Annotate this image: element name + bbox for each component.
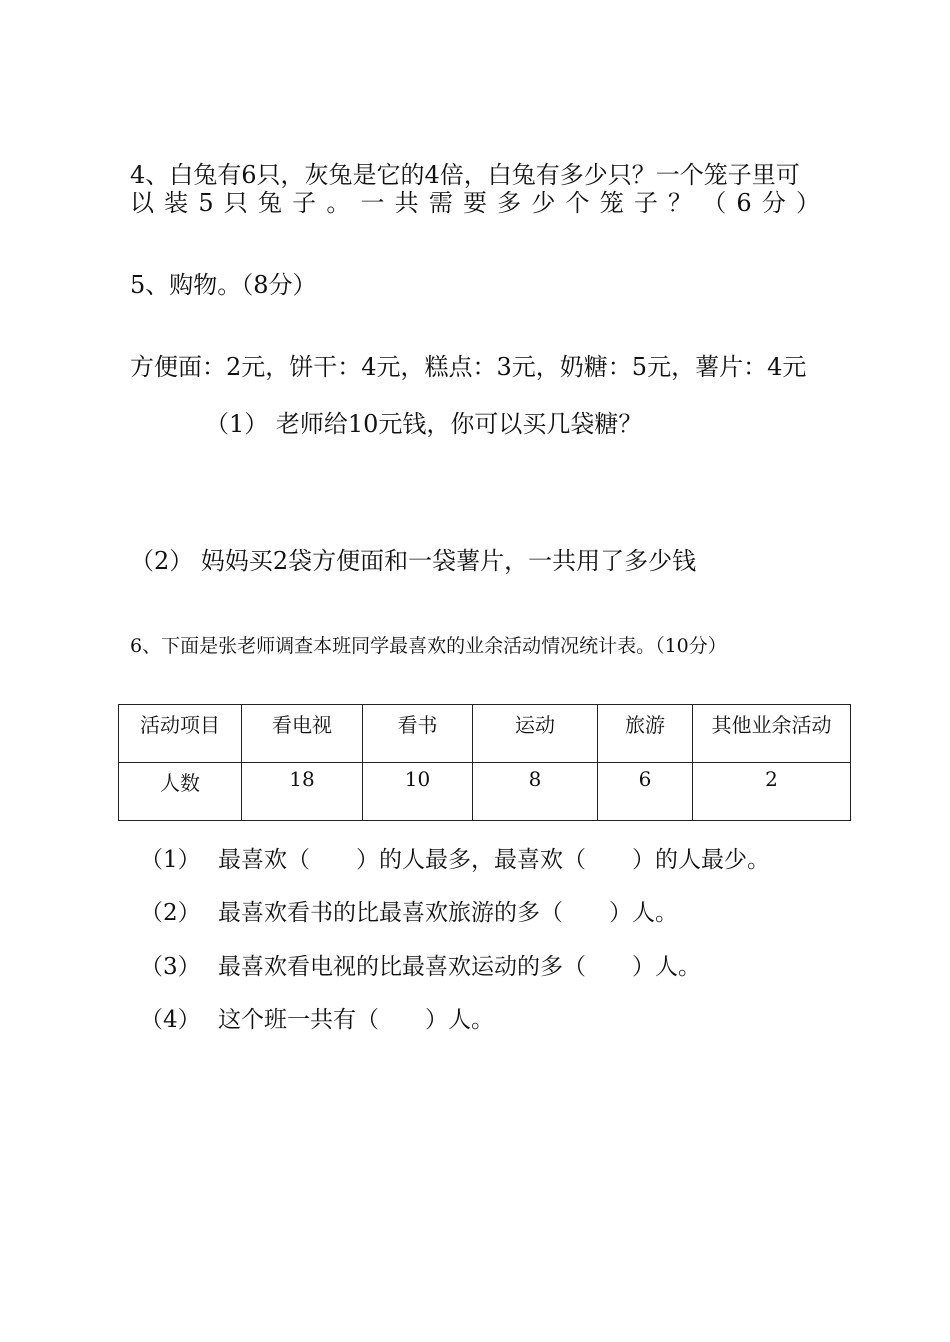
table-cell: 18 [242, 763, 363, 821]
table-header-cell: 运动 [473, 705, 598, 763]
question-6-sub-1 [140, 845, 770, 875]
table-header-cell: 旅游 [598, 705, 693, 763]
question-5-sub-2: （2） 妈妈买2袋方便面和一袋薯片，一共用了多少钱 [130, 547, 697, 575]
question-5-title: 5、购物。（8分） [130, 271, 317, 299]
q4-char: 一 [360, 189, 385, 217]
sub-question-text: 这个班一共有（ ）人。 [218, 1007, 494, 1033]
q4-char: 5 [198, 189, 214, 217]
question-6-sub-4 [140, 1005, 494, 1035]
q4-char: 兔 [257, 189, 282, 217]
q4-char: 需 [428, 189, 453, 217]
table-header-row [119, 705, 851, 763]
sub-question-text: 最喜欢（ ）的人最多，最喜欢（ ）的人最少。 [218, 847, 770, 873]
question-4-line-1: 4、白兔有6只，灰兔是它的4倍，白兔有多少只？一个笼子里可 [130, 161, 800, 189]
q4-char: 多 [497, 189, 522, 217]
sub-question-text: 最喜欢看电视的比最喜欢运动的多（ ）人。 [218, 954, 701, 980]
q4-char: ） [796, 189, 820, 217]
table-header-cell: 看书 [363, 705, 473, 763]
q4-char: 只 [223, 189, 248, 217]
question-6-title: 6、下面是张老师调查本班同学最喜欢的业余活动情况统计表。（10分） [130, 635, 727, 657]
table-cell: 2 [693, 763, 851, 821]
q4-char: 要 [463, 189, 487, 217]
q4-char: 子 [633, 189, 658, 217]
sub-question-text: 最喜欢看书的比最喜欢旅游的多（ ）人。 [218, 900, 678, 926]
question-6-sub-2 [140, 898, 678, 928]
sub-question-number: （2） [140, 900, 201, 926]
table-cell: 人数 [119, 763, 242, 821]
q4-char: 。 [326, 189, 351, 217]
q4-char: 6 [736, 189, 752, 217]
q4-char: 个 [565, 189, 590, 217]
q4-char: 笼 [599, 189, 624, 217]
q4-char: （ [702, 189, 727, 217]
sub-question-number: （4） [140, 1007, 201, 1033]
table-header-cell: 看电视 [242, 705, 363, 763]
question-5-sub-1: （1） 老师给10元钱，你可以买几袋糖？ [205, 410, 643, 438]
table-header-cell: 其他业余活动 [693, 705, 851, 763]
table-header-cell: 活动项目 [119, 705, 242, 763]
price-list: 方便面：2元，饼干：4元，糕点：3元，奶糖：5元，薯片：4元 [130, 353, 807, 381]
question-4-line-2 [130, 188, 820, 218]
q4-char: 装 [164, 189, 189, 217]
q4-char: 分 [761, 189, 786, 217]
table-cell: 8 [473, 763, 598, 821]
sub-question-number: （1） [140, 847, 201, 873]
q4-char: 共 [394, 189, 419, 217]
table-cell: 6 [598, 763, 693, 821]
q4-char: ？ [668, 189, 693, 217]
q4-char: 少 [531, 189, 556, 217]
table-cell: 10 [363, 763, 473, 821]
q4-char: 子 [292, 189, 317, 217]
table-row [119, 763, 851, 821]
q4-char: 以 [130, 189, 154, 217]
question-6-sub-3 [140, 952, 701, 982]
activity-statistics-table [118, 704, 851, 821]
sub-question-number: （3） [140, 954, 201, 980]
